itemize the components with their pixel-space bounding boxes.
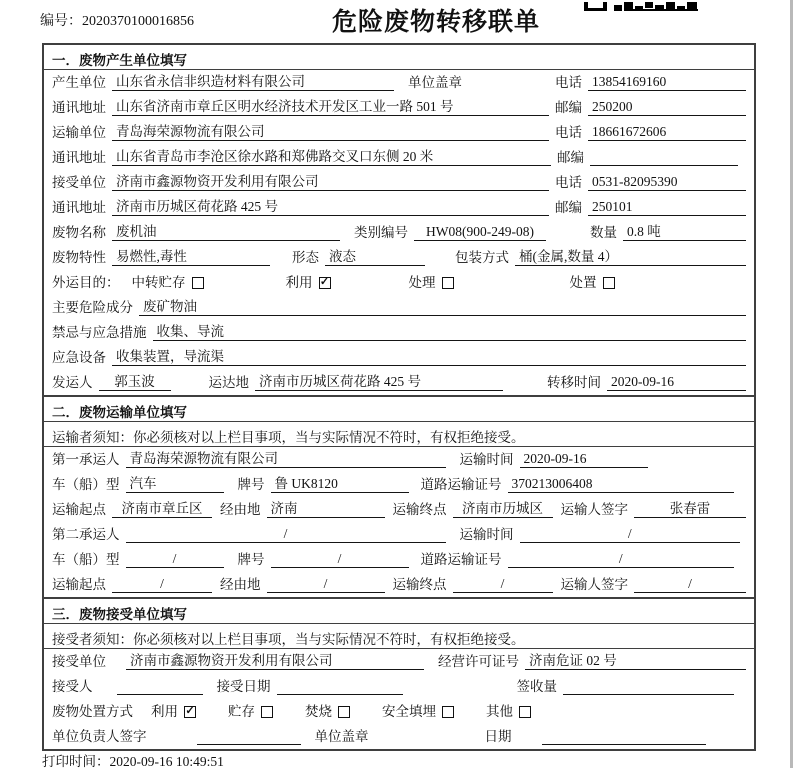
hazard-value: 废矿物油	[139, 298, 746, 316]
quantity-label: 数量	[590, 225, 617, 240]
option-disposal	[570, 274, 615, 291]
row-waste-name	[44, 220, 754, 245]
option-storage	[228, 703, 273, 720]
print-time-line	[42, 750, 224, 770]
checkbox-transfer-storage[interactable]	[192, 277, 204, 289]
section-transporter	[44, 395, 754, 597]
receiver-value: 济南市鑫源物资开发利用有限公司	[112, 173, 549, 191]
unit-seal-label: 单位盖章	[314, 729, 369, 744]
packing-value: 桶(金属,数量 4）	[515, 248, 746, 266]
endpoint-value: /	[453, 575, 553, 593]
checkbox-reuse[interactable]: ✓	[185, 704, 195, 717]
print-time-label: 打印时间：	[42, 754, 110, 769]
permit-label: 经营许可证号	[438, 654, 519, 669]
option-label: 其他	[486, 704, 513, 719]
origin-label: 运输起点	[52, 502, 106, 517]
page-title: 危险废物转移联单	[332, 9, 541, 36]
carrier-sign-label: 运输人签字	[560, 577, 628, 592]
row-second-route	[44, 572, 754, 597]
checkbox-disposal[interactable]	[603, 277, 615, 289]
phone-value: 0531-82095390	[588, 173, 746, 191]
address-label: 通讯地址	[52, 100, 106, 115]
category-code-label: 类别编号	[354, 225, 408, 240]
destination-label: 运达地	[208, 375, 249, 390]
vehicle-type-label: 车（船）型	[52, 552, 120, 567]
producer-label: 产生单位	[52, 75, 106, 90]
character-label: 废物特性	[52, 250, 106, 265]
purpose-label: 外运目的：	[52, 275, 120, 290]
accept-date-label: 接受日期	[216, 679, 271, 694]
road-permit-value: /	[508, 550, 735, 568]
plate-label: 牌号	[237, 477, 265, 492]
transporter-label: 运输单位	[52, 125, 106, 140]
endpoint-label: 运输终点	[392, 577, 447, 592]
manager-sign-value	[197, 727, 301, 745]
phone-label: 电话	[555, 175, 582, 190]
row-second-vehicle	[44, 547, 754, 572]
destination-value: 济南市历城区荷花路 425 号	[255, 373, 503, 391]
zip-value	[590, 148, 738, 166]
section-producer	[44, 45, 754, 395]
print-time-value: 2020-09-16 10:49:51	[109, 754, 224, 769]
section3-title: 三．废物接受单位填写	[44, 599, 754, 624]
phone-value: 13854169160	[588, 73, 746, 91]
row-acceptor	[44, 674, 754, 699]
road-permit-label: 道路运输证号	[420, 552, 502, 567]
transport-time-value: 2020-09-16	[520, 450, 648, 468]
option-label: 利用	[151, 704, 178, 719]
endpoint-label: 运输终点	[392, 502, 447, 517]
row-receiver-unit	[44, 170, 754, 195]
option-incineration	[305, 703, 350, 720]
form-state-label: 形态	[292, 250, 319, 265]
packing-label: 包装方式	[455, 250, 509, 265]
sign-qty-label: 签收量	[516, 679, 557, 694]
right-scrollbar-strip[interactable]	[790, 0, 793, 768]
checkbox-incineration[interactable]	[338, 706, 350, 718]
option-label: 安全填埋	[382, 704, 436, 719]
row-transporter-unit	[44, 120, 754, 145]
row-transporter-address	[44, 145, 754, 170]
carrier-label: 第一承运人	[52, 452, 120, 467]
address-label: 通讯地址	[52, 200, 106, 215]
phone-value: 18661672606	[588, 123, 746, 141]
acceptor-label: 接受人	[52, 679, 93, 694]
via-label: 经由地	[220, 502, 261, 517]
phone-label: 电话	[555, 75, 582, 90]
option-label: 利用	[285, 275, 313, 290]
origin-value: 济南市章丘区	[112, 500, 212, 518]
serial-value: 2020370100016856	[82, 14, 194, 29]
row-producer-unit	[44, 70, 754, 95]
transfer-form-table	[42, 43, 756, 751]
transfer-time-value: 2020-09-16	[607, 373, 746, 391]
plate-label: 牌号	[237, 552, 265, 567]
section2-title: 二．废物运输单位填写	[44, 397, 754, 422]
zip-value: 250200	[588, 98, 746, 116]
row-disposal-method	[44, 699, 754, 724]
option-label: 焚烧	[305, 704, 332, 719]
checkbox-storage[interactable]	[261, 706, 273, 718]
row-waste-character	[44, 245, 754, 270]
sign-qty-value	[563, 677, 734, 695]
date-label: 日期	[484, 729, 512, 744]
row-producer-address	[44, 95, 754, 120]
row-manager-signature	[44, 724, 754, 749]
carrier-value: 青岛海荣源物流有限公司	[126, 450, 446, 468]
serial-number-line	[40, 10, 194, 30]
waste-name-label: 废物名称	[52, 225, 106, 240]
transporter-value: 青岛海荣源物流有限公司	[112, 123, 549, 141]
waste-name-value: 废机油	[112, 223, 340, 241]
taboo-value: 收集、导流	[153, 323, 747, 341]
equipment-label: 应急设备	[52, 350, 106, 365]
zip-label: 邮编	[555, 100, 582, 115]
transport-time-label: 运输时间	[459, 452, 514, 467]
carrier-label: 第二承运人	[52, 527, 120, 542]
unit-seal-label: 单位盖章	[408, 75, 462, 90]
taboo-label: 禁忌与应急措施	[52, 325, 147, 340]
origin-value: /	[112, 575, 212, 593]
address-value: 山东省济南市章丘区明水经济技术开发区工业一路 501 号	[112, 98, 549, 116]
plate-value: /	[271, 550, 409, 568]
option-treatment	[409, 274, 454, 291]
acceptor-value	[117, 677, 203, 695]
receiver-value: 济南市鑫源物资开发利用有限公司	[126, 652, 424, 670]
permit-value: 济南危证 02 号	[525, 652, 746, 670]
option-reuse	[286, 274, 331, 291]
receiver-notice: 接受者须知：你必须核对以上栏目事项，当与实际情况不符时，有权拒绝接受。	[44, 624, 754, 649]
zip-label: 邮编	[557, 150, 584, 165]
vehicle-type-value: 汽车	[126, 475, 224, 493]
accept-date-value	[277, 677, 403, 695]
checkbox-reuse[interactable]: ✓	[319, 275, 330, 288]
option-landfill	[382, 703, 454, 720]
consignor-value: 郭玉波	[99, 373, 171, 391]
row-hazard-component	[44, 295, 754, 320]
phone-label: 电话	[555, 125, 582, 140]
row-consignor	[44, 370, 754, 395]
manager-sign-label: 单位负责人签字	[52, 729, 147, 744]
address-value: 山东省青岛市李沧区徐水路和郑佛路交叉口东侧 20 米	[112, 148, 551, 166]
option-transfer-storage	[132, 274, 204, 291]
option-label: 处置	[569, 275, 597, 290]
option-reuse	[151, 703, 196, 720]
equipment-value: 收集装置，导流渠	[112, 348, 746, 366]
option-label: 贮存	[228, 704, 255, 719]
section-receiver	[44, 597, 754, 749]
endpoint-value: 济南市历城区	[453, 500, 553, 518]
vehicle-type-label: 车（船）型	[52, 477, 120, 492]
qr-code-partial-icon	[584, 0, 699, 18]
receiver-label: 接受单位	[52, 175, 106, 190]
checkbox-treatment[interactable]	[442, 277, 454, 289]
category-code-value: HW08(900-249-08)	[414, 223, 546, 241]
row-first-route	[44, 497, 754, 522]
transfer-time-label: 转移时间	[547, 375, 601, 390]
address-label: 通讯地址	[52, 150, 106, 165]
option-other	[486, 703, 531, 720]
checkbox-other[interactable]	[519, 706, 531, 718]
receiver-label: 接受单位	[52, 654, 106, 669]
option-label: 处理	[408, 275, 436, 290]
road-permit-label: 道路运输证号	[420, 477, 502, 492]
consignor-label: 发运人	[52, 375, 93, 390]
address-value: 济南市历城区荷花路 425 号	[112, 198, 549, 216]
row-second-carrier	[44, 522, 754, 547]
row-accept-unit	[44, 649, 754, 674]
producer-value: 山东省永信非织造材料有限公司	[112, 73, 394, 91]
origin-label: 运输起点	[52, 577, 106, 592]
row-emergency-measures	[44, 320, 754, 345]
vehicle-type-value: /	[126, 550, 224, 568]
option-label: 中转贮存	[131, 275, 186, 290]
via-label: 经由地	[220, 577, 261, 592]
date-value	[542, 727, 706, 745]
zip-value: 250101	[588, 198, 746, 216]
disposal-label: 废物处置方式	[52, 704, 133, 719]
serial-label: 编号：	[40, 14, 82, 29]
road-permit-value: 370213006408	[508, 475, 735, 493]
row-first-carrier	[44, 447, 754, 472]
row-first-vehicle	[44, 472, 754, 497]
carrier-sign-value: 张春雷	[634, 500, 746, 518]
transport-time-value: /	[520, 525, 741, 543]
plate-value: 鲁 UK8120	[271, 475, 409, 493]
carrier-sign-value: /	[634, 575, 746, 593]
row-receiver-address	[44, 195, 754, 220]
row-emergency-equipment	[44, 345, 754, 370]
transport-time-label: 运输时间	[459, 527, 514, 542]
carrier-value: /	[126, 525, 446, 543]
zip-label: 邮编	[555, 200, 582, 215]
character-value: 易燃性,毒性	[112, 248, 270, 266]
form-state-value: 液态	[325, 248, 425, 266]
hazard-label: 主要危险成分	[52, 300, 133, 315]
section1-title: 一．废物产生单位填写	[44, 45, 754, 70]
row-transport-purpose	[44, 270, 754, 295]
transporter-notice: 运输者须知：你必须核对以上栏目事项，当与实际情况不符时，有权拒绝接受。	[44, 422, 754, 447]
carrier-sign-label: 运输人签字	[560, 502, 628, 517]
via-value: 济南	[267, 500, 385, 518]
via-value: /	[267, 575, 385, 593]
checkbox-landfill[interactable]	[442, 706, 454, 718]
quantity-value: 0.8 吨	[623, 223, 746, 241]
